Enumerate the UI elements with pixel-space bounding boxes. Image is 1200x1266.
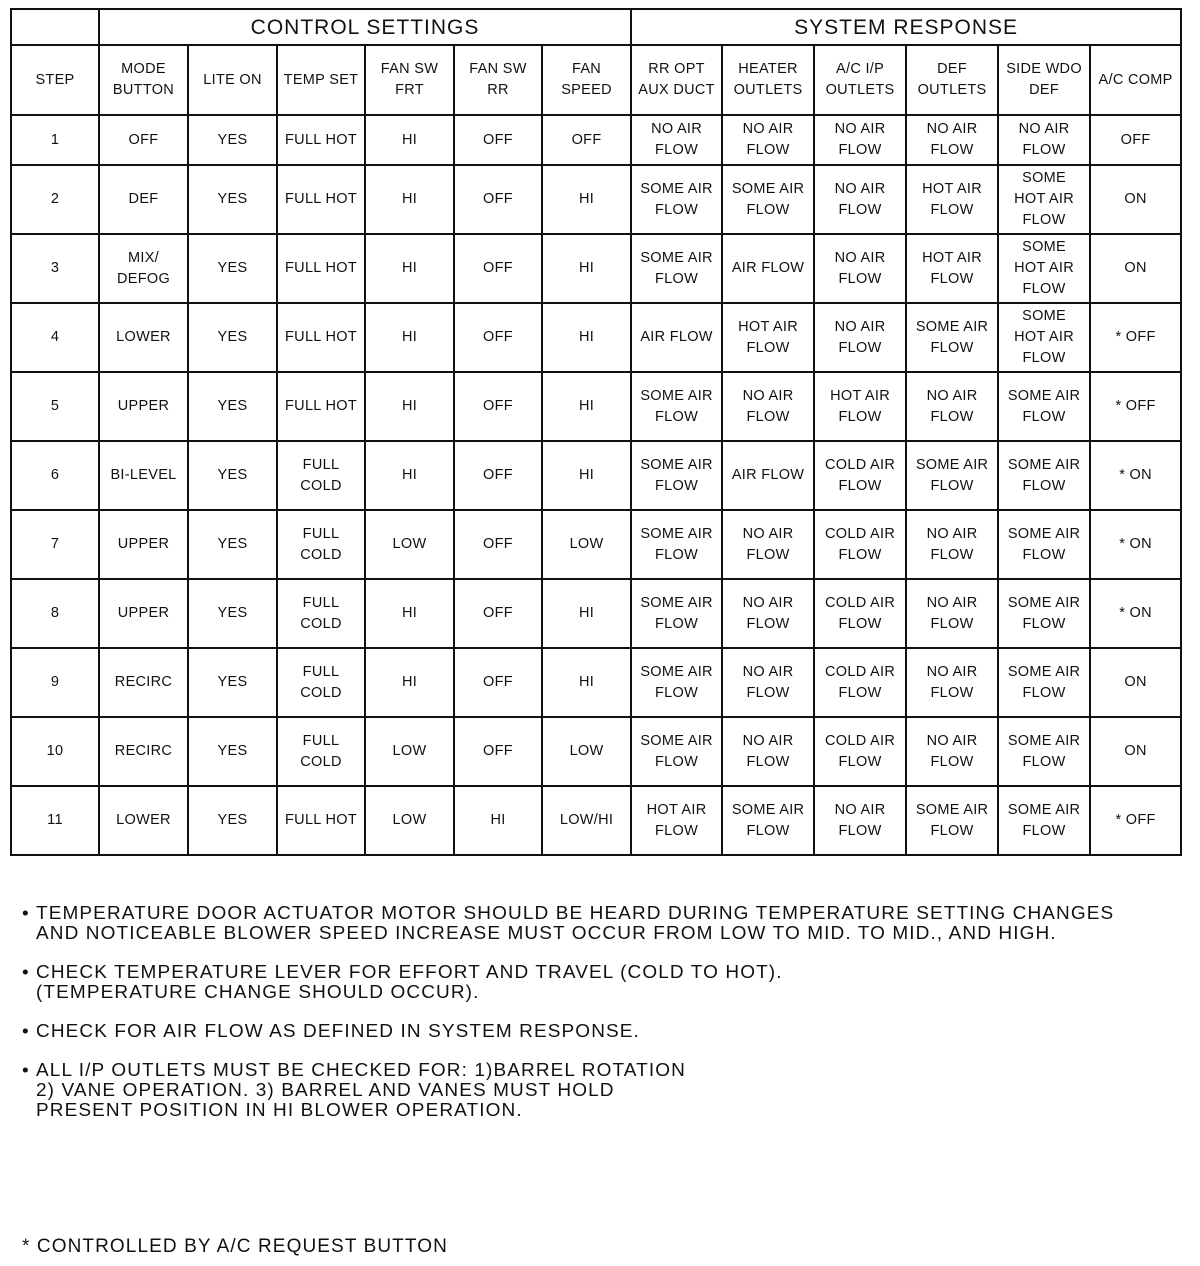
table-row (11, 510, 1181, 579)
table-cell: HI (454, 786, 542, 855)
column-header: A/C I/P OUTLETS (814, 45, 906, 115)
table-cell: SOME AIR FLOW (631, 372, 722, 441)
table-cell: * OFF (1090, 303, 1181, 372)
column-header: RR OPT AUX DUCT (631, 45, 722, 115)
table-cell: * OFF (1090, 372, 1181, 441)
table-cell: ON (1090, 648, 1181, 717)
table-cell: HI (365, 579, 454, 648)
table-cell: DEF (99, 165, 188, 234)
table-cell: 8 (11, 579, 99, 648)
table-cell: YES (188, 372, 277, 441)
table-cell: HOT AIR FLOW (631, 786, 722, 855)
table-cell: SOME HOT AIR FLOW (998, 303, 1090, 372)
table-cell: SOME AIR FLOW (998, 510, 1090, 579)
table-cell: FULL HOT (277, 372, 365, 441)
table-cell: ON (1090, 165, 1181, 234)
table-cell: AIR FLOW (631, 303, 722, 372)
table-cell: SOME AIR FLOW (998, 786, 1090, 855)
table-cell: LOW (365, 717, 454, 786)
table-cell: OFF (454, 648, 542, 717)
blank-corner-cell (11, 9, 99, 45)
table-cell: OFF (1090, 115, 1181, 165)
table-cell: NO AIR FLOW (906, 115, 998, 165)
note-text: TEMPERATURE DOOR ACTUATOR MOTOR SHOULD BE HEARD DURING TEMPERATURE SETTING CHANGES AND NOTICEABLE BLOWER SPEED INCREASE MUST OCCUR FROM LOW TO MID. TO MID., AND HIGH. (36, 904, 1115, 944)
footnote: * CONTROLLED BY A/C REQUEST BUTTON (22, 1236, 448, 1257)
table-cell: ON (1090, 234, 1181, 303)
table-cell: NO AIR FLOW (998, 115, 1090, 165)
table-cell: BI-LEVEL (99, 441, 188, 510)
table-cell: YES (188, 786, 277, 855)
table-cell: LOW (542, 717, 631, 786)
table-row (11, 648, 1181, 717)
table-cell: OFF (454, 165, 542, 234)
bullet-icon: • (22, 1021, 30, 1042)
column-header: SIDE WDO DEF (998, 45, 1090, 115)
table-cell: NO AIR FLOW (722, 510, 814, 579)
table-cell: RECIRC (99, 648, 188, 717)
table-cell: LOW (365, 510, 454, 579)
table-cell: HOT AIR FLOW (906, 165, 998, 234)
table-cell: NO AIR FLOW (906, 717, 998, 786)
note-text: ALL I/P OUTLETS MUST BE CHECKED FOR: 1)BARREL ROTATION 2) VANE OPERATION. 3) BARREL AND VANES MUST HOLD PRESENT POSITION IN HI BLOWER OPERATION. (36, 1060, 686, 1121)
table-cell: NO AIR FLOW (631, 115, 722, 165)
table-cell: SOME AIR FLOW (631, 441, 722, 510)
table-row (11, 115, 1181, 165)
table-cell: 6 (11, 441, 99, 510)
table-cell: COLD AIR FLOW (814, 717, 906, 786)
table-row (11, 786, 1181, 855)
table-cell: HI (365, 441, 454, 510)
table-cell: SOME AIR FLOW (906, 441, 998, 510)
column-header-row (11, 45, 1181, 115)
table-cell: FULL COLD (277, 510, 365, 579)
table-cell: SOME AIR FLOW (631, 579, 722, 648)
table-cell: ON (1090, 717, 1181, 786)
table-cell: FULL HOT (277, 786, 365, 855)
table-row (11, 717, 1181, 786)
table-cell: NO AIR FLOW (722, 648, 814, 717)
column-header: TEMP SET (277, 45, 365, 115)
table-cell: SOME HOT AIR FLOW (998, 165, 1090, 234)
table-cell: LOW (542, 510, 631, 579)
table-cell: HI (365, 234, 454, 303)
table-cell: HOT AIR FLOW (722, 303, 814, 372)
table-cell: NO AIR FLOW (906, 579, 998, 648)
table-cell: 5 (11, 372, 99, 441)
table-cell: 2 (11, 165, 99, 234)
table-cell: 9 (11, 648, 99, 717)
table-cell: HI (542, 648, 631, 717)
table-cell: FULL HOT (277, 115, 365, 165)
table-cell: SOME AIR FLOW (906, 303, 998, 372)
note-text: CHECK FOR AIR FLOW AS DEFINED IN SYSTEM RESPONSE. (36, 1021, 640, 1042)
table-cell: SOME AIR FLOW (722, 165, 814, 234)
table-row (11, 303, 1181, 372)
table-cell: * ON (1090, 579, 1181, 648)
table-cell: RECIRC (99, 717, 188, 786)
table-cell: HI (542, 303, 631, 372)
table-cell: SOME AIR FLOW (998, 648, 1090, 717)
table-cell: NO AIR FLOW (814, 115, 906, 165)
table-cell: * ON (1090, 510, 1181, 579)
table-cell: HI (365, 165, 454, 234)
table-cell: NO AIR FLOW (814, 786, 906, 855)
table-cell: OFF (99, 115, 188, 165)
table-cell: OFF (454, 717, 542, 786)
table-cell: SOME AIR FLOW (631, 717, 722, 786)
column-header: MODE BUTTON (99, 45, 188, 115)
table-cell: YES (188, 579, 277, 648)
control-settings-table (10, 8, 1182, 856)
table-cell: YES (188, 234, 277, 303)
table-cell: OFF (454, 372, 542, 441)
control-settings-header: CONTROL SETTINGS (99, 9, 631, 45)
table-cell: FULL COLD (277, 717, 365, 786)
column-header: FAN SW RR (454, 45, 542, 115)
bullet-icon: • (22, 904, 30, 924)
table-cell: LOW (365, 786, 454, 855)
column-header: FAN SPEED (542, 45, 631, 115)
table-cell: AIR FLOW (722, 441, 814, 510)
table-cell: NO AIR FLOW (722, 579, 814, 648)
table-cell: UPPER (99, 510, 188, 579)
table-cell: 3 (11, 234, 99, 303)
column-header: FAN SW FRT (365, 45, 454, 115)
table-cell: HI (365, 115, 454, 165)
table-cell: FULL COLD (277, 648, 365, 717)
table-cell: NO AIR FLOW (814, 165, 906, 234)
table-cell: COLD AIR FLOW (814, 648, 906, 717)
table-cell: YES (188, 648, 277, 717)
table-cell: FULL HOT (277, 165, 365, 234)
note-text: CHECK TEMPERATURE LEVER FOR EFFORT AND TRAVEL (COLD TO HOT). (TEMPERATURE CHANGE SHOULD OCCUR). (36, 962, 783, 1003)
column-header: A/C COMP (1090, 45, 1181, 115)
table-cell: HOT AIR FLOW (814, 372, 906, 441)
table-cell: SOME AIR FLOW (998, 372, 1090, 441)
table-cell: HI (542, 441, 631, 510)
table-cell: YES (188, 165, 277, 234)
table-cell: OFF (454, 441, 542, 510)
note-item (22, 1061, 1182, 1121)
table-cell: LOWER (99, 303, 188, 372)
bullet-icon: • (22, 1060, 30, 1081)
table-cell: * OFF (1090, 786, 1181, 855)
table-cell: HI (542, 234, 631, 303)
table-cell: SOME AIR FLOW (631, 234, 722, 303)
table-cell: UPPER (99, 579, 188, 648)
table-cell: SOME AIR FLOW (998, 717, 1090, 786)
table-body (11, 115, 1181, 855)
note-item (22, 1022, 1182, 1042)
table-cell: HI (365, 372, 454, 441)
table-cell: YES (188, 115, 277, 165)
table-cell: OFF (454, 510, 542, 579)
table-row (11, 579, 1181, 648)
table-cell: * ON (1090, 441, 1181, 510)
table-row (11, 234, 1181, 303)
group-header-row (11, 9, 1181, 45)
note-item (22, 963, 1182, 1003)
table-cell: 1 (11, 115, 99, 165)
table-cell: UPPER (99, 372, 188, 441)
note-item (22, 904, 1182, 944)
table-cell: HOT AIR FLOW (906, 234, 998, 303)
table-cell: NO AIR FLOW (906, 510, 998, 579)
table-cell: HI (542, 372, 631, 441)
table-cell: 10 (11, 717, 99, 786)
table-cell: OFF (454, 234, 542, 303)
table-cell: YES (188, 303, 277, 372)
column-header: LITE ON (188, 45, 277, 115)
system-response-header: SYSTEM RESPONSE (631, 9, 1181, 45)
table-cell: COLD AIR FLOW (814, 510, 906, 579)
table-row (11, 441, 1181, 510)
table-cell: NO AIR FLOW (722, 372, 814, 441)
table-cell: OFF (542, 115, 631, 165)
table-cell: HI (365, 303, 454, 372)
table-cell: 4 (11, 303, 99, 372)
table-cell: LOWER (99, 786, 188, 855)
table-cell: YES (188, 717, 277, 786)
table-cell: FULL COLD (277, 579, 365, 648)
notes-section (22, 904, 1182, 1140)
table-cell: AIR FLOW (722, 234, 814, 303)
table-cell: OFF (454, 115, 542, 165)
table-cell: NO AIR FLOW (814, 234, 906, 303)
table-cell: COLD AIR FLOW (814, 441, 906, 510)
table-cell: NO AIR FLOW (814, 303, 906, 372)
table-cell: SOME AIR FLOW (998, 441, 1090, 510)
table-cell: YES (188, 441, 277, 510)
table-cell: LOW/HI (542, 786, 631, 855)
table-cell: NO AIR FLOW (906, 372, 998, 441)
table-cell: HI (542, 165, 631, 234)
column-header: HEATER OUTLETS (722, 45, 814, 115)
table-cell: SOME AIR FLOW (631, 648, 722, 717)
table-cell: SOME AIR FLOW (998, 579, 1090, 648)
table-cell: SOME AIR FLOW (631, 165, 722, 234)
table-cell: COLD AIR FLOW (814, 579, 906, 648)
table-cell: NO AIR FLOW (722, 717, 814, 786)
table-cell: OFF (454, 303, 542, 372)
column-header: DEF OUTLETS (906, 45, 998, 115)
table-cell: FULL COLD (277, 441, 365, 510)
table-cell: OFF (454, 579, 542, 648)
table-cell: HI (365, 648, 454, 717)
table-cell: 11 (11, 786, 99, 855)
bullet-icon: • (22, 962, 30, 983)
table-cell: MIX/ DEFOG (99, 234, 188, 303)
table-row (11, 165, 1181, 234)
table-cell: SOME HOT AIR FLOW (998, 234, 1090, 303)
table-cell: FULL HOT (277, 303, 365, 372)
table-cell: SOME AIR FLOW (722, 786, 814, 855)
table-cell: YES (188, 510, 277, 579)
table-cell: SOME AIR FLOW (631, 510, 722, 579)
table-row (11, 372, 1181, 441)
table-cell: SOME AIR FLOW (906, 786, 998, 855)
table-cell: FULL HOT (277, 234, 365, 303)
table-cell: 7 (11, 510, 99, 579)
table-cell: NO AIR FLOW (906, 648, 998, 717)
table-cell: HI (542, 579, 631, 648)
column-header: STEP (11, 45, 99, 115)
table-cell: NO AIR FLOW (722, 115, 814, 165)
